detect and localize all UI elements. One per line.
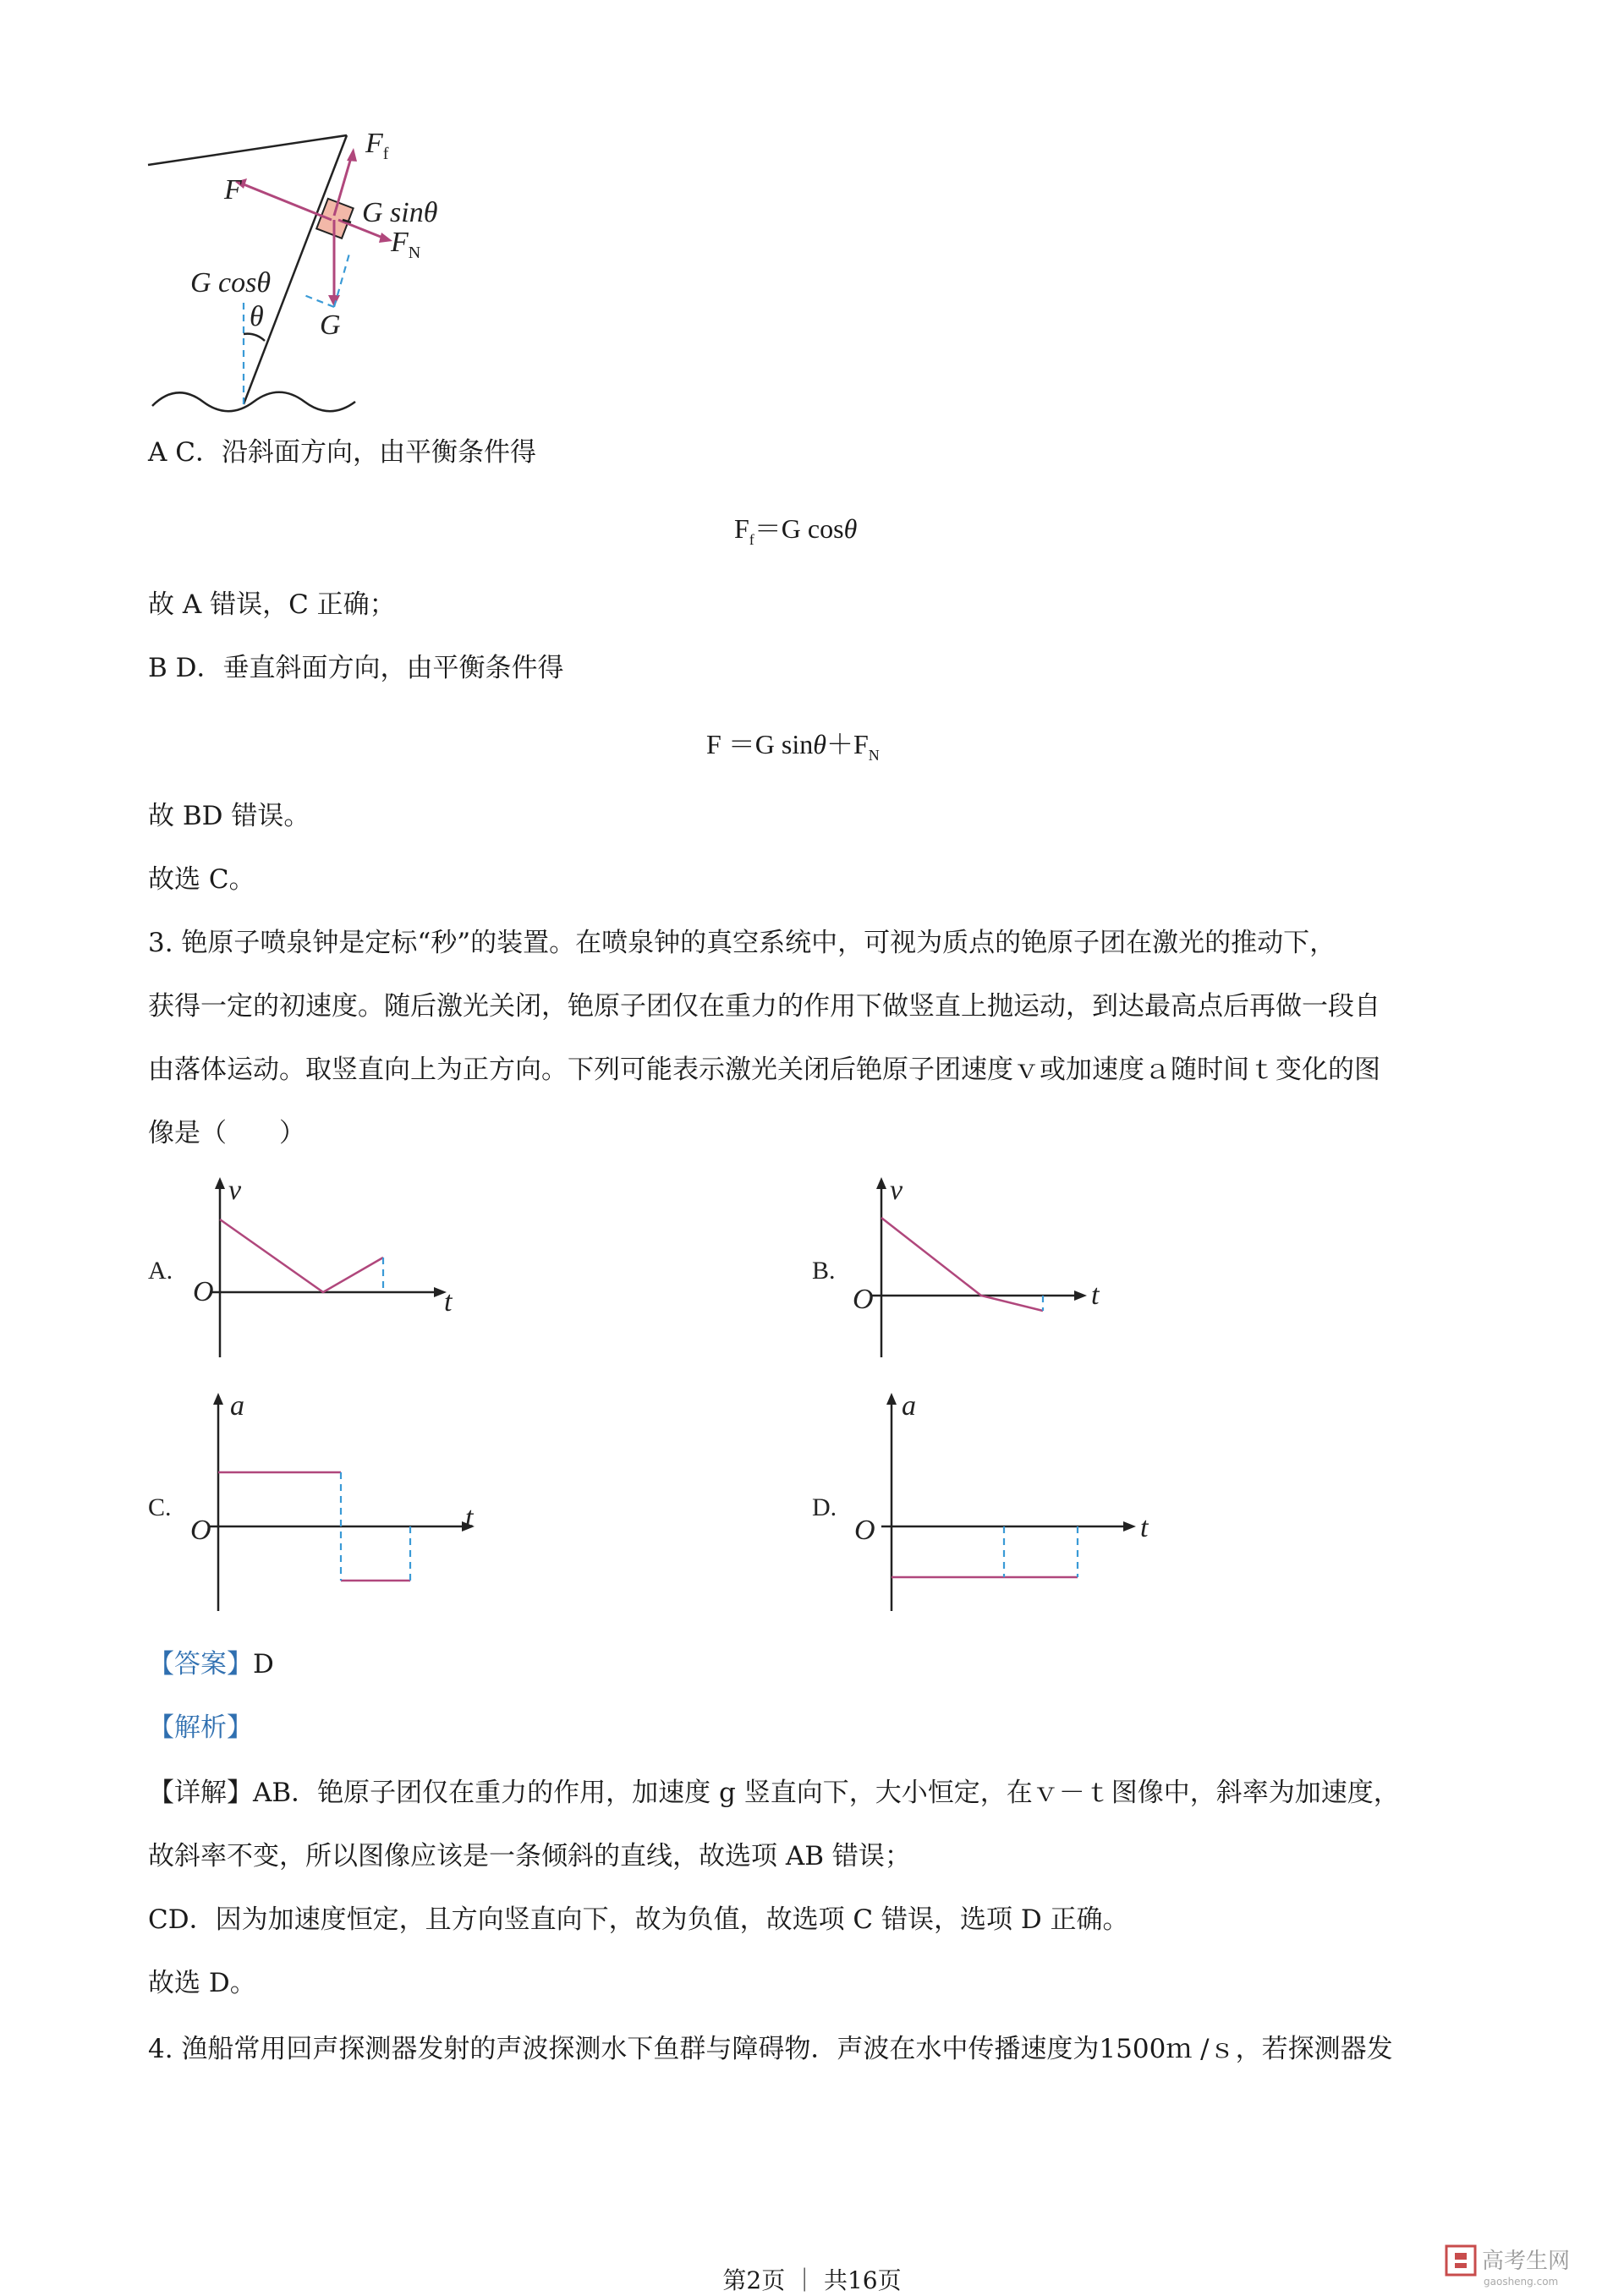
analysis-tag: 【解析】 bbox=[148, 1712, 253, 1743]
detail-line-2: 故斜率不变，所以图像应该是一条倾斜的直线，故选项 AB 错误； bbox=[148, 1841, 911, 1871]
graph-a-y-label: v bbox=[228, 1175, 242, 1206]
graph-b-x-label: t bbox=[1091, 1280, 1100, 1311]
equation-2: F ＝G $\sin\theta+F_N$ bbox=[706, 729, 880, 764]
detail-line-3: CD．因为加速度恒定，且方向竖直向下，故为负值，故选项 C 错误，选项 D 正确。 bbox=[148, 1904, 1129, 1935]
graph-d-x-label: t bbox=[1140, 1512, 1149, 1543]
graph-d bbox=[804, 1391, 1159, 1619]
ac-conclusion: 故 A 错误，C 正确； bbox=[148, 589, 396, 620]
q4-line-1: 4. 渔船常用回声探测器发射的声波探测水下鱼群与障碍物．声波在水中传播速度为1500ｍ /ｓ，若探测器发 bbox=[148, 2034, 1393, 2064]
detail-tag: 【详解】 bbox=[148, 1778, 253, 1808]
graph-a-curve bbox=[220, 1219, 383, 1292]
site-logo bbox=[1445, 2241, 1605, 2295]
gcos-label: G cosθ bbox=[190, 267, 272, 299]
ac-line: A C．沿斜面方向，由平衡条件得 bbox=[148, 437, 536, 468]
gsin-label: G sinθ bbox=[362, 197, 438, 228]
option-d-label: D. bbox=[812, 1493, 837, 1521]
q3-line-3: 由落体运动。取竖直向上为正方向。下列可能表示激光关闭后铯原子团速度ｖ或加速度ａ随时间ｔ变化的图 bbox=[148, 1055, 1380, 1085]
detail-line-1: 【详解】AB．铯原子团仅在重力的作用，加速度 g 竖直向下，大小恒定，在ｖ－ｔ图像中，斜率为加速度， bbox=[148, 1778, 1400, 1808]
answer-line bbox=[148, 1647, 274, 1681]
graph-d-origin: O bbox=[854, 1515, 875, 1546]
q3-line-4: 像是（ ） bbox=[148, 1118, 305, 1148]
graph-a-x-label: t bbox=[444, 1286, 453, 1318]
graph-c-x-label: t bbox=[465, 1502, 474, 1533]
q3-line-1: 3. 铯原子喷泉钟是定标“秒”的装置。在喷泉钟的真空系统中，可视为质点的铯原子团在激光的推动下， bbox=[148, 928, 1336, 958]
graph-a-origin: O bbox=[193, 1276, 214, 1307]
option-c-label: C. bbox=[148, 1493, 172, 1521]
graph-c-y-label: a bbox=[230, 1390, 244, 1422]
graph-b bbox=[804, 1175, 1142, 1370]
q2-final: 故选 C。 bbox=[148, 864, 255, 895]
q3-line-2: 获得一定的初速度。随后激光关闭，铯原子团仅在重力的作用下做竖直上抛运动，到达最高点后再做一段自 bbox=[148, 991, 1380, 1022]
fn-label: $F_N$ bbox=[391, 227, 421, 262]
graph-c-origin: O bbox=[190, 1515, 211, 1546]
graph-d-y-label: a bbox=[902, 1390, 916, 1422]
answer-tag: 【答案】 bbox=[148, 1649, 253, 1680]
force-diagram bbox=[144, 123, 499, 414]
logo-subtext: gaosheng.com bbox=[1484, 2276, 1559, 2288]
page-footer: 第2页 ｜ 共16页 bbox=[722, 2266, 902, 2294]
graph-b-y-label: v bbox=[890, 1175, 903, 1206]
answer-value: D bbox=[253, 1649, 274, 1680]
bd-conclusion: 故 BD 错误。 bbox=[148, 801, 310, 831]
bd-line: B D．垂直斜面方向，由平衡条件得 bbox=[148, 653, 564, 683]
f-label: F bbox=[224, 174, 242, 205]
g-label: G bbox=[320, 310, 341, 341]
graph-b-origin: O bbox=[853, 1284, 874, 1315]
option-a-label: A. bbox=[148, 1257, 173, 1285]
graph-b-curve bbox=[881, 1218, 1043, 1311]
theta-label: θ bbox=[250, 301, 264, 332]
option-b-label: B. bbox=[812, 1257, 836, 1285]
graph-a bbox=[144, 1175, 482, 1370]
q3-final: 故选 D。 bbox=[148, 1968, 256, 1998]
equation-1: $F_f=G$ cosθ bbox=[734, 513, 858, 548]
graph-c bbox=[144, 1391, 499, 1619]
logo-text: 高考生网 bbox=[1482, 2249, 1571, 2274]
ff-label: $F_f$ bbox=[365, 128, 389, 163]
